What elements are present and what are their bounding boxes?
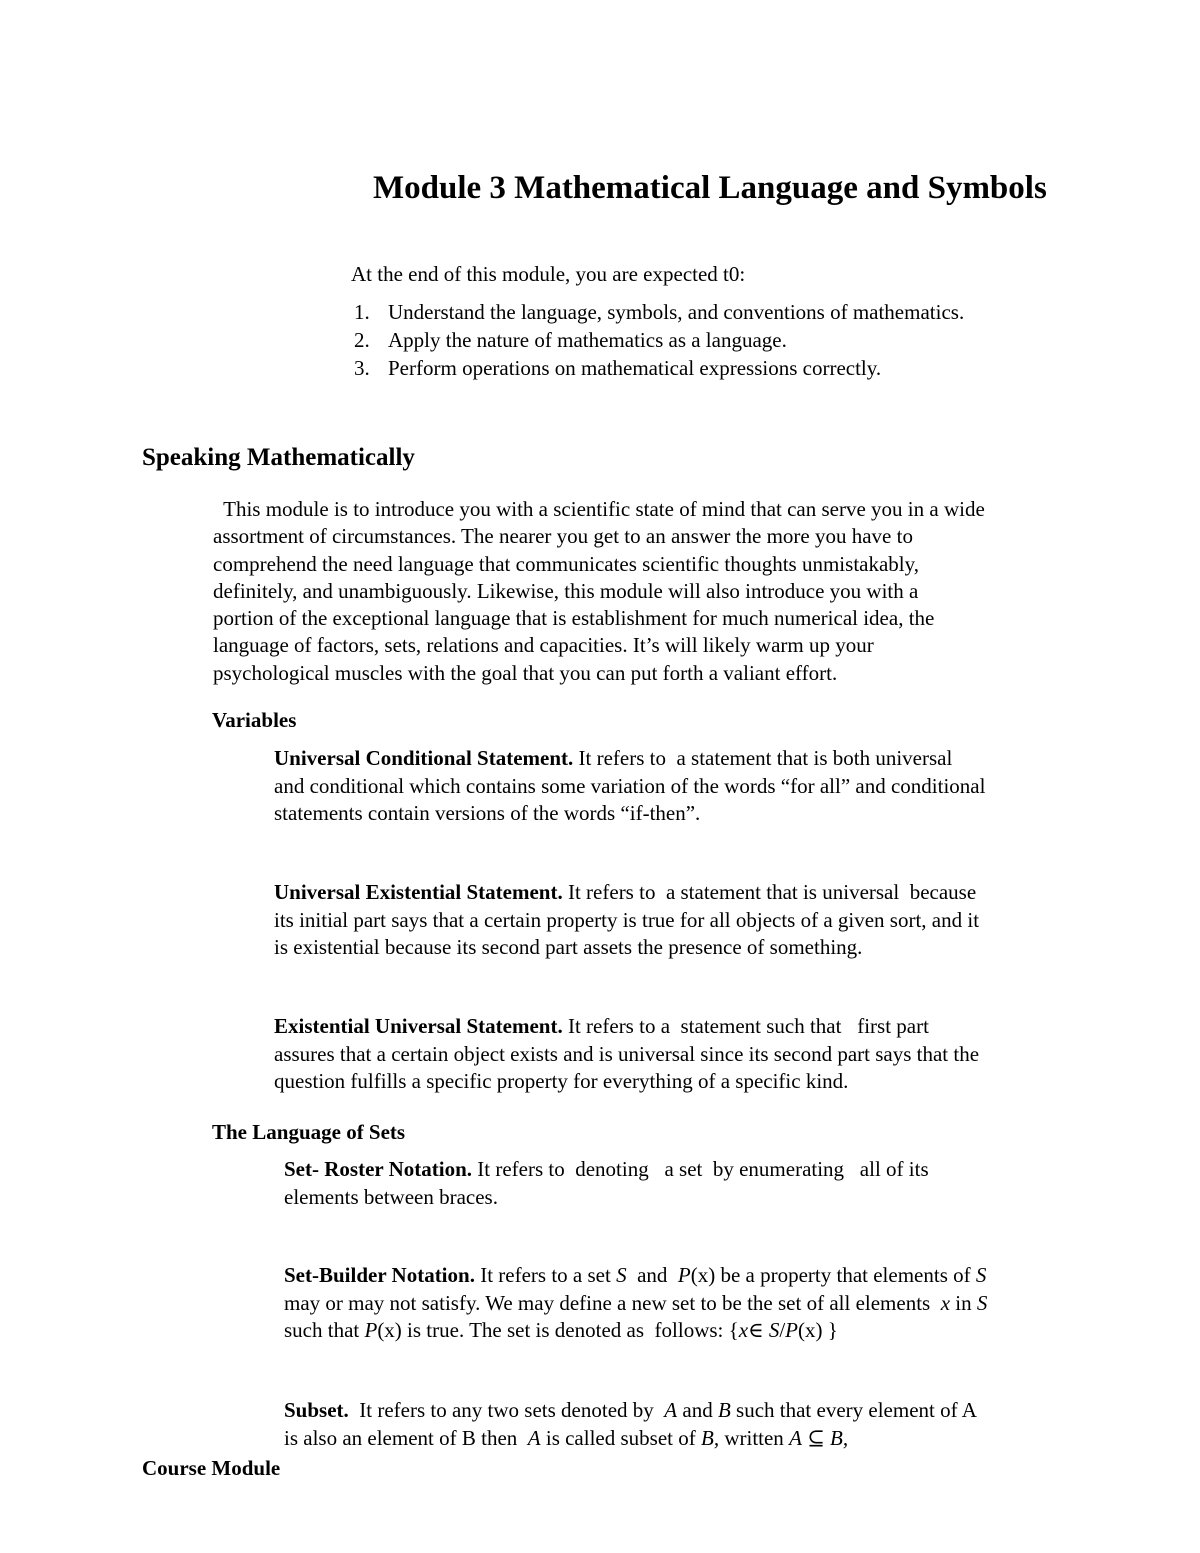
universal-existential-definition: Universal Existential Statement. It refers to a statement that is universal because its initial part says that a certain property is true for all objects of a given sort, and it is existential because its second part assets the presence of something.	[274, 880, 980, 959]
universal-conditional-definition: Universal Conditional Statement. It refers to a statement that is both universal and conditional which contains some variation of the words “for all” and conditional statements contain versions of the words “if-then”.	[274, 746, 986, 825]
section-heading: Speaking Mathematically	[142, 444, 415, 471]
term: Universal Conditional Statement.	[274, 746, 574, 770]
term: Subset.	[284, 1398, 349, 1422]
existential-universal-definition: Existential Universal Statement. It refers to a statement such that first part assures that a certain object exists and is universal since its second part says that the question fulfills a specific property for everything of a specific kind.	[274, 1014, 980, 1093]
objectives-list	[354, 298, 964, 382]
list-item: 1. Understand the language, symbols, and conventions of mathematics.	[354, 300, 965, 324]
list-item: 2. Apply the nature of mathematics as a language.	[354, 328, 787, 352]
intro-text: At the end of this module, you are expected t0:	[351, 262, 746, 286]
set-builder-definition: Set-Builder Notation. It refers to a set S and P(x) be a property that elements of S may or may not satisfy. We may define a new set to be the set of all elements x in S such that P(x) is true. The set is denoted as follows: {x∈ S/P(x) }	[284, 1263, 988, 1342]
term: Set- Roster Notation.	[284, 1157, 472, 1181]
term: Set-Builder Notation.	[284, 1263, 475, 1287]
term: Universal Existential Statement.	[274, 880, 563, 904]
section-paragraph: This module is to introduce you with a scientific state of mind that can serve you in a wide assortment of circumstances. The nearer you get to an answer the more you have to comprehend the need language that communicates scientific thoughts unmistakably, definitely, and unambiguously. Likewise, this module will also introduce you with a portion of the exceptional language that is establishment for much numerical idea, the language of factors, sets, relations and capacities. It’s will likely warm up your psychological muscles with the goal that you can put forth a valiant effort.	[213, 497, 985, 685]
subset-definition: Subset. It refers to any two sets denoted by A and B such that every element of A is also an element of B then A is called subset of B, written A ⊆ B,	[284, 1398, 977, 1450]
footer-course-module: Course Module	[142, 1456, 281, 1480]
sets-heading: The Language of Sets	[212, 1120, 406, 1144]
page-title: Module 3 Mathematical Language and Symbols	[373, 170, 1047, 206]
list-item: 3. Perform operations on mathematical expressions correctly.	[354, 356, 882, 380]
roster-notation-definition: Set- Roster Notation. It refers to denoting a set by enumerating all of its elements between braces.	[284, 1157, 929, 1209]
term: Existential Universal Statement.	[274, 1014, 563, 1038]
variables-heading: Variables	[212, 708, 297, 732]
